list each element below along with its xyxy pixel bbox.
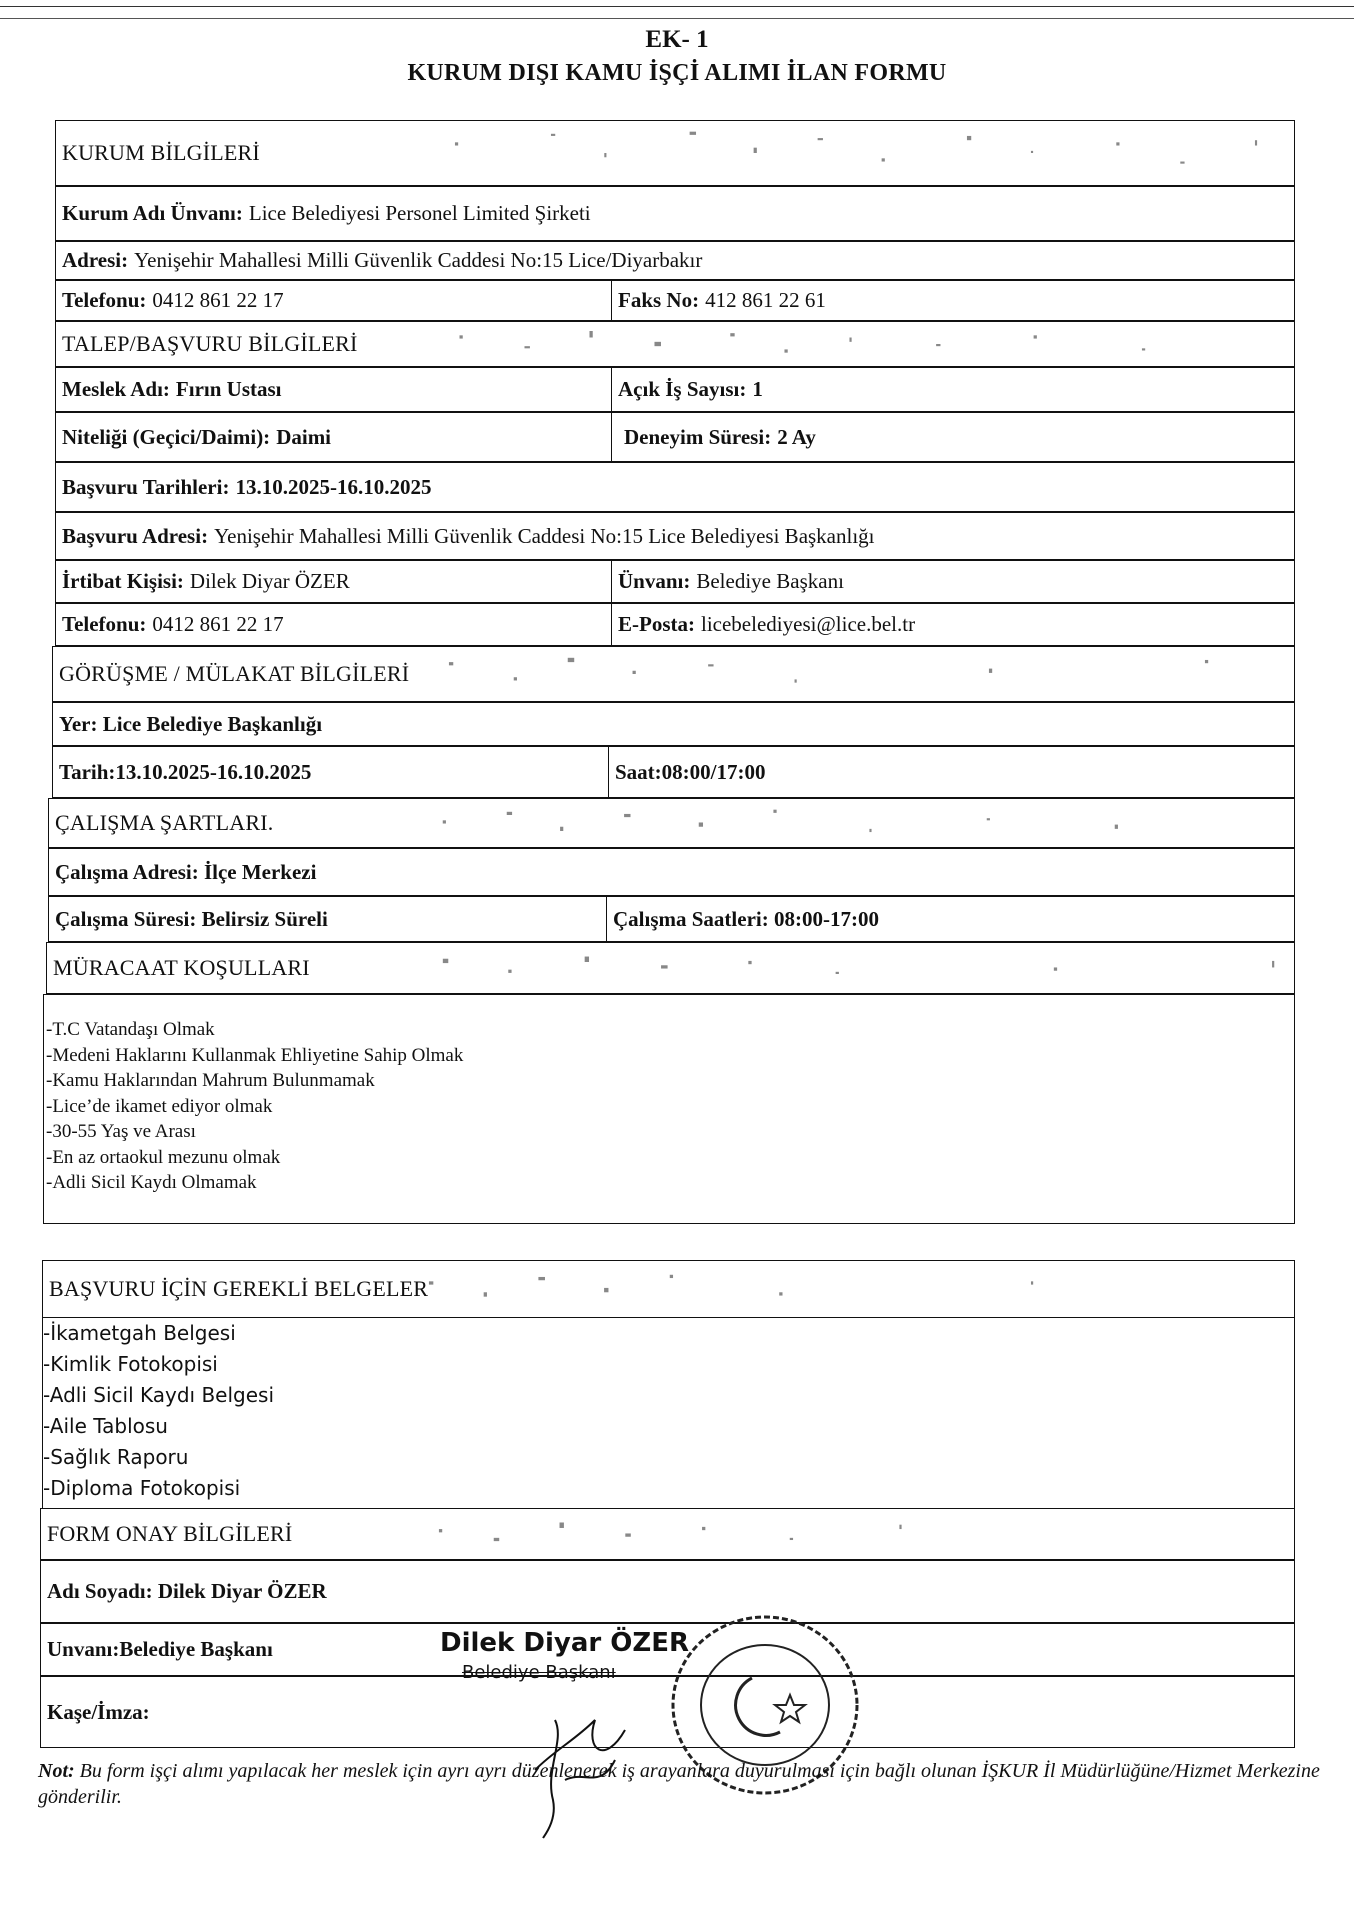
application-dates: 13.10.2025-16.10.2025 [235,474,432,499]
section-title: TALEP/BAŞVURU BİLGİLERİ [62,331,358,356]
stamp-label: Kaşe/İmza: [47,1699,150,1724]
institution-fax: 412 861 22 61 [705,288,826,312]
label: Niteliği (Geçici/Daimi): [62,424,271,449]
top-rule-2 [0,18,1354,19]
list-item: -En az ortaokul mezunu olmak [46,1146,281,1168]
talep-type-row [55,412,1295,462]
label: Deneyim Süresi: [624,424,772,449]
contact-phone: 0412 861 22 17 [152,612,284,636]
label: Kurum Adı Ünvanı: [62,201,243,225]
job-name: Fırın Ustası [175,377,282,401]
label: Faks No: [618,288,700,312]
footer-note [38,1758,1328,1810]
experience: 2 Ay [777,424,816,449]
talep-phone-row [55,603,1295,646]
section-gorusme [52,646,1295,702]
scan-noise [423,799,1295,847]
section-muracaat [46,942,1295,994]
section-title: BAŞVURU İÇİN GEREKLİ BELGELER [49,1276,429,1301]
interview-date: Tarih:13.10.2025-16.10.2025 [59,759,312,784]
talep-address-row [55,512,1295,560]
list-item: -Aile Tablosu [43,1414,168,1438]
scan-noise [421,943,1294,993]
label: Başvuru Tarihleri: [62,474,230,499]
section-talep [55,321,1295,367]
scan-noise [417,1509,1294,1559]
list-item: -Adli Sicil Kaydı Belgesi [43,1383,275,1407]
label: Ünvanı: [618,569,691,593]
scan-noise [427,322,1294,366]
institution-name: Lice Belediyesi Personel Limited Şirketi [248,201,591,225]
top-rule [0,6,1354,7]
form-title: KURUM DIŞI KAMU İŞÇİ ALIMI İLAN FORMU [407,60,947,86]
work-duration: Çalışma Süresi: Belirsiz Süreli [55,906,328,931]
documents-box [42,1318,1295,1508]
list-item: -Sağlık Raporu [43,1445,189,1469]
open-positions: 1 [752,377,763,401]
interview-place: Yer: Lice Belediye Başkanlığı [59,711,323,736]
label: Adresi: [62,248,129,272]
label: E-Posta: [618,612,695,636]
job-type: Daimi [276,424,332,449]
contact-title: Belediye Başkanı [696,569,844,593]
list-item: -Medeni Haklarını Kullanmak Ehliyetine Sahip Olmak [46,1044,464,1066]
note-text: Bu form işçi alımı yapılacak her meslek için ayrı ayrı düzenlenerek iş arayanlara duyurulması için bağlı olunan İŞKUR İl Müdürlüğüne/Hizmet Merkezine gönderilir. [38,1760,1320,1808]
section-kurum [55,120,1295,186]
interview-time: Saat:08:00/17:00 [608,747,766,797]
list-item: -Kimlik Fotokopisi [43,1352,218,1376]
label: İrtibat Kişisi: [62,569,184,593]
signature-name: Dilek Diyar ÖZER [440,1628,689,1658]
list-item: -Kamu Haklarından Mahrum Bulunmamak [46,1070,375,1091]
work-address: Çalışma Adresi: İlçe Merkezi [55,859,317,884]
note-label: Not: [38,1760,75,1782]
requirements-box [43,994,1295,1224]
signature-title: Belediye Başkanı [462,1662,616,1683]
section-belgeler [42,1260,1295,1318]
label: Telefonu: [62,612,147,636]
list-item: -30-55 Yaş ve Arası [46,1121,196,1142]
section-title: KURUM BİLGİLERİ [62,140,260,165]
list-item: -Adli Sicil Kaydı Olmamak [46,1172,257,1193]
section-onay [40,1508,1295,1560]
gorusme-datetime-row [52,746,1295,798]
label: Açık İş Sayısı: [618,377,747,401]
scan-noise [427,121,1294,185]
label: Meslek Adı: [62,377,170,401]
work-hours: Çalışma Saatleri: 08:00-17:00 [606,897,879,941]
gorusme-place-row [52,702,1295,746]
label: Telefonu: [62,288,147,312]
scan-noise [418,1261,1294,1317]
list-item: -İkametgah Belgesi [43,1321,236,1345]
section-title: FORM ONAY BİLGİLERİ [47,1521,293,1546]
section-title: MÜRACAAT KOŞULLARI [53,955,310,980]
application-address: Yenişehir Mahallesi Milli Güvenlik Caddesi No:15 Lice Belediyesi Başkanlığı [214,523,875,548]
talep-job-row [55,367,1295,412]
annex-label: EK- 1 [645,26,709,53]
scan-noise [425,647,1294,701]
list-item: -Diploma Fotokopisi [43,1476,241,1500]
list-item: -Lice’de ikamet ediyor olmak [46,1095,273,1117]
documents-list [43,1318,274,1504]
institution-address: Yenişehir Mahallesi Milli Güvenlik Caddesi No:15 Lice/Diyarbakır [134,248,703,272]
section-calisma [48,798,1295,848]
calisma-address-row [48,848,1295,896]
label: Başvuru Adresi: [62,523,209,548]
kurum-name-row [55,186,1295,241]
section-title: ÇALIŞMA ŞARTLARI. [55,810,274,835]
section-title: GÖRÜŞME / MÜLAKAT BİLGİLERİ [59,661,410,686]
talep-dates-row [55,462,1295,512]
requirements-list [46,1017,463,1196]
contact-person: Dilek Diyar ÖZER [189,569,350,593]
list-item: -T.C Vatandaşı Olmak [46,1019,215,1040]
institution-phone: 0412 861 22 17 [152,288,284,312]
kurum-address-row [55,241,1295,280]
calisma-duration-row [48,896,1295,942]
talep-contact-row [55,560,1295,603]
approver-name: Adı Soyadı: Dilek Diyar ÖZER [47,1579,327,1603]
kurum-phone-row [55,280,1295,321]
approver-title: Unvanı:Belediye Başkanı [47,1637,273,1661]
contact-email: licebelediyesi@lice.bel.tr [701,612,916,636]
